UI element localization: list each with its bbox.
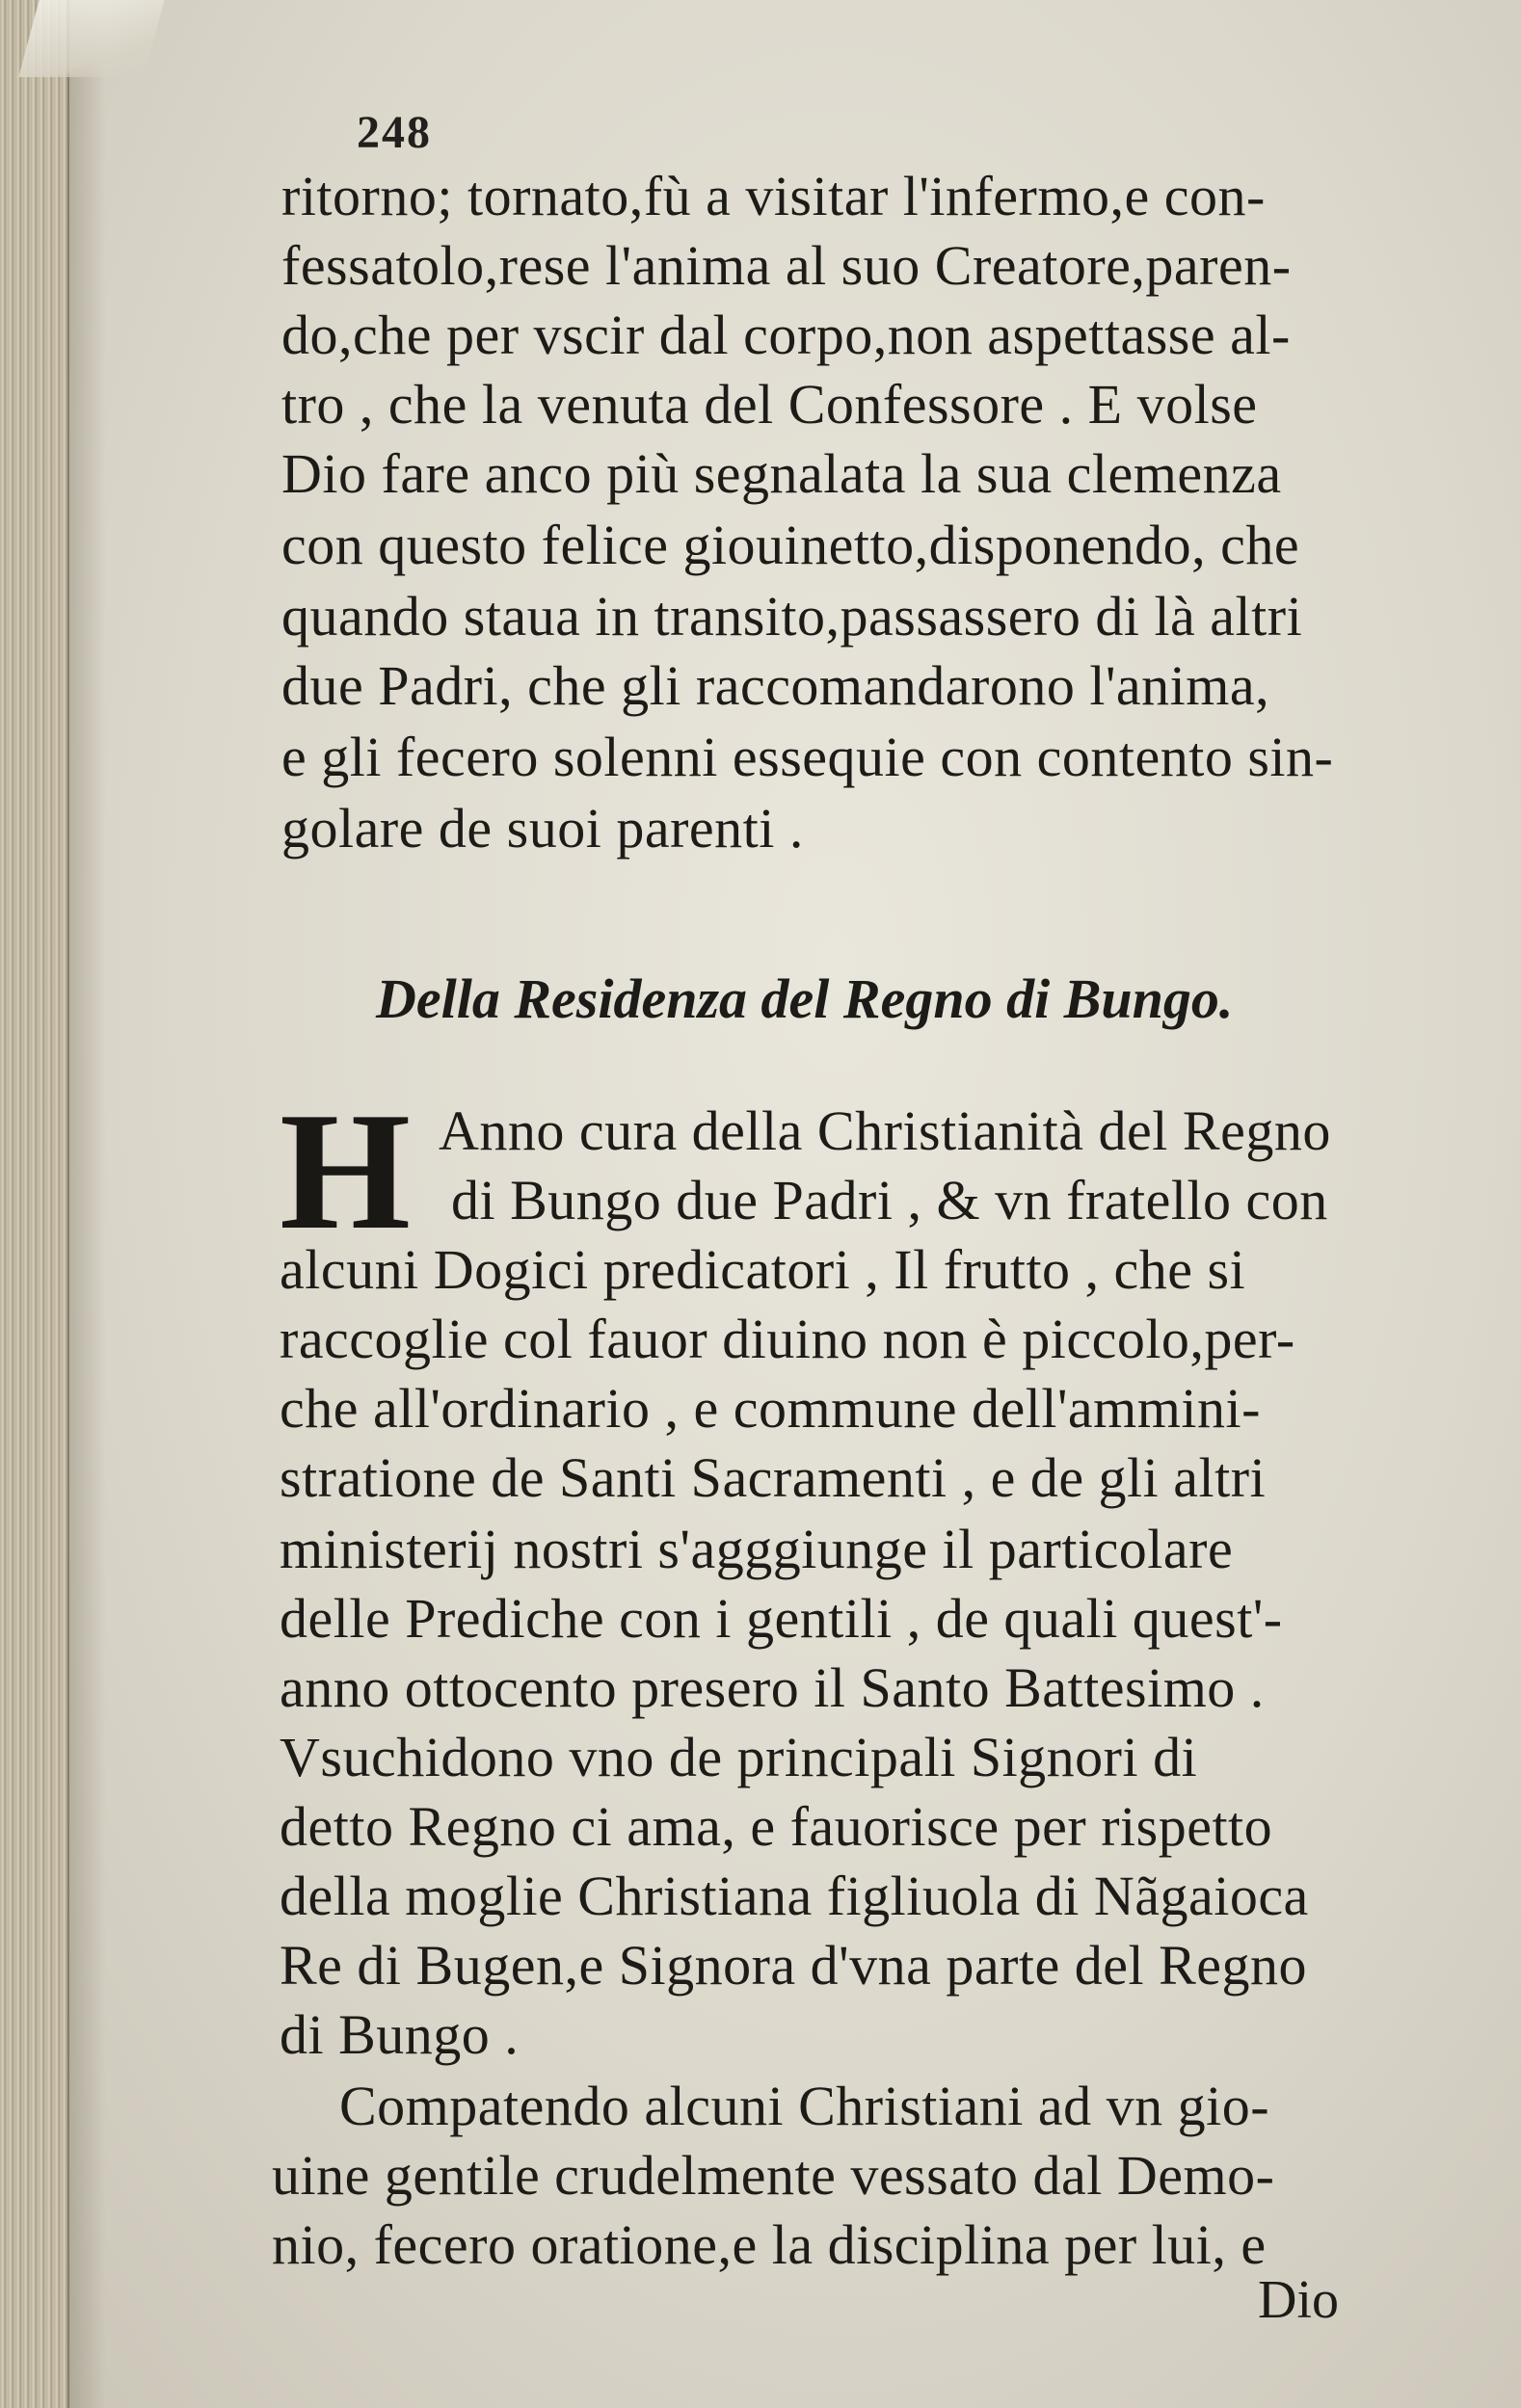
p2-line-10: Vsuchidono vno de principali Signori di	[280, 1726, 1198, 1788]
p1-line-3: do,che per vscir dal corpo,non aspettasse al-	[281, 304, 1291, 366]
p2-line-7: ministerij nostri s'agggiunge il particolare	[280, 1518, 1234, 1580]
p2-line-13: Re di Bugen,e Signora d'vna parte del Regno	[280, 1934, 1308, 1997]
p1-line-9: e gli fecero solenni essequie con contento sin-	[281, 726, 1334, 788]
p1-line-7: quando staua in transito,passassero di là altri	[281, 585, 1303, 648]
p2-line-4: raccoglie col fauor diuino non è piccolo,per-	[280, 1308, 1295, 1370]
p2-line-14: di Bungo .	[280, 2003, 520, 2066]
p2-line-2: di Bungo due Padri , & vn fratello con	[451, 1169, 1328, 1231]
page-fold-shadow	[67, 0, 106, 2408]
p3-line-3: nio, fecero oratione,e la disciplina per lui, e	[272, 2213, 1267, 2276]
p1-line-4: tro , che la venuta del Confessore . E volse	[281, 373, 1258, 436]
corner-tear	[18, 0, 164, 77]
p1-line-1: ritorno; tornato,fù a visitar l'infermo,e con-	[281, 165, 1266, 227]
p1-line-10: golare de suoi parenti .	[281, 797, 804, 860]
p2-line-11: detto Regno ci ama, e fauorisce per rispetto	[280, 1795, 1273, 1858]
p1-line-8: due Padri, che gli raccomandarono l'anima,	[281, 654, 1270, 717]
p2-line-8: delle Prediche con i gentili , de quali quest'-	[280, 1587, 1283, 1650]
page-edge	[0, 0, 69, 2408]
section-heading: Della Residenza del Regno di Bungo.	[376, 967, 1234, 1030]
page-number: 248	[357, 107, 432, 158]
p2-line-1: Anno cura della Christianità del Regno	[439, 1099, 1331, 1162]
p2-line-6: stratione de Santi Sacramenti , e de gli altri	[280, 1446, 1267, 1509]
p2-line-12: della moglie Christiana figliuola di Nãgaioca	[280, 1865, 1309, 1927]
p1-line-6: con questo felice giouinetto,disponendo, che	[281, 514, 1300, 576]
catchword: Dio	[1258, 2270, 1339, 2330]
p3-line-1: Compatendo alcuni Christiani ad vn gio-	[339, 2075, 1270, 2137]
p1-line-5: Dio fare anco più segnalata la sua clemenza	[281, 442, 1282, 505]
p2-line-3: alcuni Dogici predicatori , Il frutto , che si	[280, 1238, 1246, 1301]
p1-line-2: fessatolo,rese l'anima al suo Creatore,paren-	[281, 234, 1292, 297]
drop-cap: H	[280, 1098, 412, 1253]
p2-line-5: che all'ordinario , e commune dell'ammini-	[280, 1377, 1261, 1440]
p2-line-9: anno ottocento presero il Santo Battesimo .	[280, 1656, 1265, 1719]
p3-line-2: uine gentile crudelmente vessato dal Demo-	[272, 2144, 1275, 2207]
